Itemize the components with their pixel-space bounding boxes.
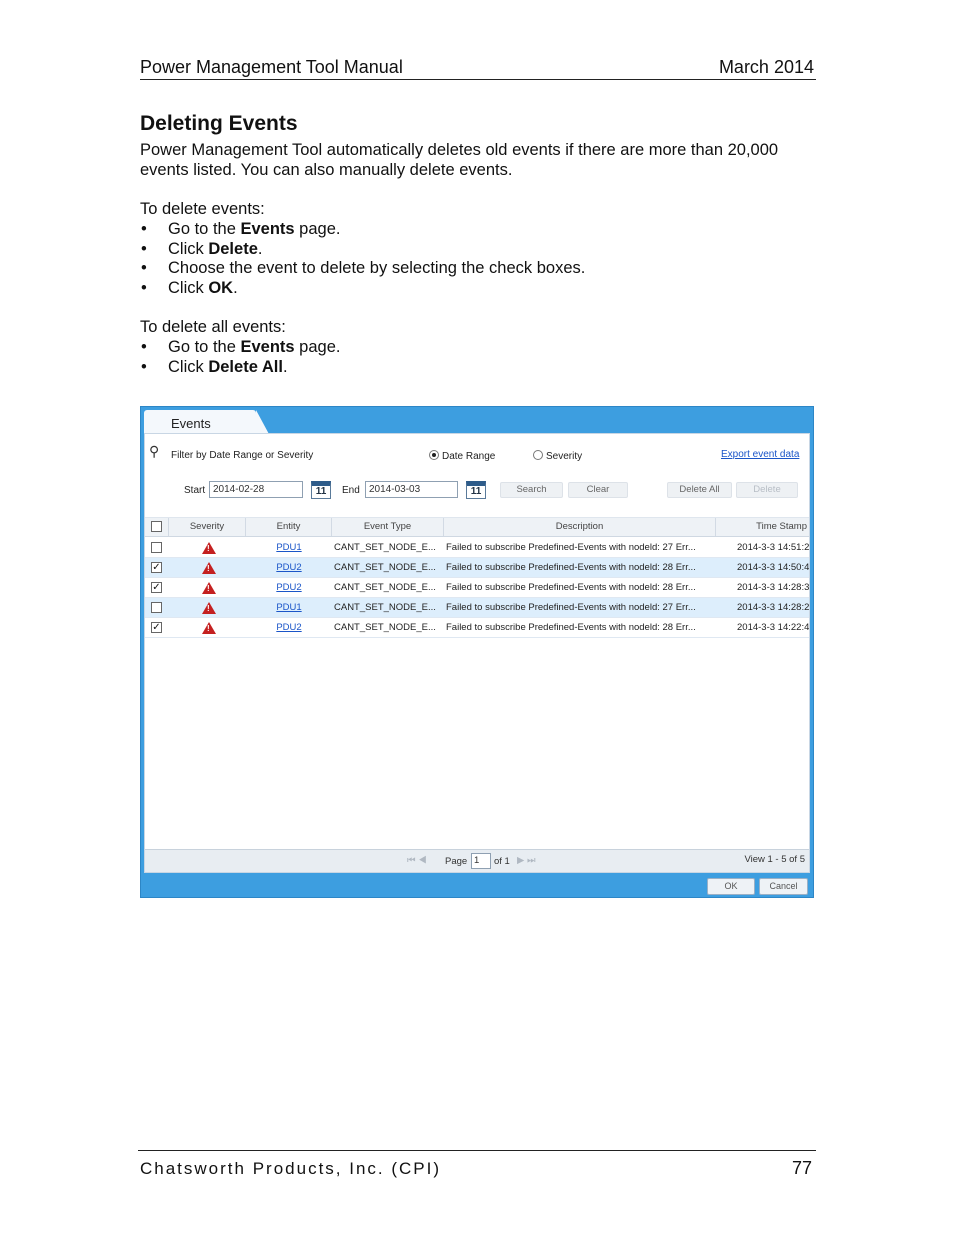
table-row[interactable]	[145, 558, 809, 578]
tab-events-label: Events	[171, 416, 211, 431]
start-date-input[interactable]: 2014-02-28	[209, 481, 303, 498]
page-label: Page	[445, 856, 468, 867]
col-time-stamp[interactable]: Time Stamp	[756, 521, 807, 532]
step-text: Choose the event to delete by selecting the check boxes.	[168, 259, 586, 278]
filter-bar	[145, 434, 809, 512]
col-event-type[interactable]: Event Type	[332, 518, 444, 536]
step-text: Go to the	[168, 219, 241, 238]
events-panel	[144, 433, 810, 873]
page-number: 77	[791, 1158, 812, 1178]
description-cell: Failed to subscribe Predefined-Events with nodeld: 27 Err...	[446, 542, 696, 553]
search-button[interactable]: Search	[500, 482, 563, 498]
step-text-end: page.	[294, 219, 341, 238]
table-row[interactable]	[145, 598, 809, 618]
step-text-end: .	[257, 239, 263, 258]
step-text: Click	[168, 278, 209, 297]
time-stamp-cell: 2014-3-3 14:22:4	[737, 622, 809, 633]
row-checkbox[interactable]	[151, 602, 162, 613]
severity-label: Severity	[546, 451, 583, 462]
end-date-input[interactable]: 2014-03-03	[365, 481, 458, 498]
step-ui-term: Events	[240, 338, 295, 356]
entity-cell[interactable]	[246, 618, 332, 637]
page-header	[140, 56, 816, 80]
severity-critical-icon: !	[202, 622, 216, 634]
severity-critical-icon: !	[202, 542, 216, 554]
step-text-end: page.	[294, 338, 341, 356]
step-ui-term: Delete	[208, 239, 258, 258]
step-item	[140, 240, 820, 260]
delete-all-button[interactable]: Delete All	[667, 482, 732, 498]
page-footer	[138, 1150, 816, 1178]
end-calendar-icon[interactable]: 11	[466, 481, 486, 499]
manual-date: March 2014	[718, 57, 814, 77]
entity-link[interactable]: PDU2	[276, 582, 302, 593]
search-icon: ⚲	[149, 443, 160, 459]
description-cell: Failed to subscribe Predefined-Events with nodeld: 28 Err...	[446, 622, 696, 633]
filter-label: Filter by Date Range or Severity	[171, 450, 314, 461]
time-stamp-cell: 2014-3-3 14:28:3	[737, 582, 809, 593]
end-label: End	[342, 485, 360, 496]
event-type-cell: CANT_SET_NODE_E...	[334, 582, 436, 593]
step-item	[140, 259, 820, 279]
step-item	[140, 358, 820, 378]
entity-link[interactable]: PDU1	[276, 602, 302, 613]
severity-critical-icon: !	[202, 582, 216, 594]
start-calendar-icon[interactable]: 11	[311, 481, 331, 499]
step-text-end: .	[233, 278, 238, 297]
delete-button[interactable]: Delete	[736, 482, 798, 498]
step-text: Click	[168, 239, 209, 258]
event-type-cell: CANT_SET_NODE_E...	[334, 602, 436, 613]
table-row[interactable]	[145, 578, 809, 598]
description-cell: Failed to subscribe Predefined-Events with nodeld: 27 Err...	[446, 602, 696, 613]
view-count: View 1 - 5 of 5	[744, 854, 805, 865]
table-row[interactable]	[145, 618, 809, 638]
pager-bar	[145, 849, 809, 872]
step-text: Click	[168, 357, 209, 376]
export-event-data-link[interactable]: Export event data	[721, 449, 800, 460]
delete-all-intro: To delete all events:	[140, 318, 286, 337]
step-text-end: .	[282, 357, 288, 376]
entity-cell[interactable]	[246, 538, 332, 557]
document-body	[140, 112, 820, 377]
date-range-radio[interactable]	[429, 450, 495, 462]
entity-link[interactable]: PDU1	[276, 542, 302, 553]
step-ui-term: OK	[208, 278, 234, 297]
step-text: Go to the	[168, 338, 241, 356]
manual-title: Power Management Tool Manual	[140, 57, 403, 77]
col-description[interactable]: Description	[444, 518, 716, 536]
select-all-checkbox[interactable]	[151, 521, 162, 532]
event-type-cell: CANT_SET_NODE_E...	[334, 542, 436, 553]
severity-critical-icon: !	[202, 602, 216, 614]
table-row[interactable]	[145, 538, 809, 558]
step-item	[140, 279, 820, 299]
radio-unselected-icon	[533, 450, 543, 460]
ok-button[interactable]: OK	[707, 878, 755, 895]
events-grid	[145, 510, 809, 849]
cancel-button[interactable]: Cancel	[759, 878, 808, 895]
time-stamp-cell: 2014-3-3 14:50:4	[737, 562, 809, 573]
step-ui-term: Delete All	[208, 357, 283, 376]
delete-all-steps-list	[140, 338, 820, 377]
grid-header	[145, 517, 809, 537]
row-checkbox[interactable]: ✓	[152, 622, 161, 633]
page-number-input[interactable]: 1	[471, 853, 491, 869]
entity-link[interactable]: PDU2	[276, 622, 302, 633]
col-severity[interactable]: Severity	[169, 518, 246, 536]
time-stamp-cell: 2014-3-3 14:28:2	[737, 602, 809, 613]
entity-cell[interactable]	[246, 578, 332, 597]
step-item	[140, 338, 820, 358]
delete-intro: To delete events:	[140, 200, 265, 219]
events-window-screenshot	[140, 406, 814, 898]
time-stamp-cell: 2014-3-3 14:51:2	[737, 542, 809, 553]
pager-first-prev-icons[interactable]: ⏮ ◀	[407, 855, 427, 866]
company-name: Chatsworth Products, Inc. (CPI)	[140, 1159, 442, 1178]
step-item	[140, 220, 820, 240]
intro-paragraph: Power Management Tool automatically deletes old events if there are more than 20,000 events listed. You can also manually delete events.	[140, 141, 779, 179]
row-checkbox[interactable]: ✓	[152, 562, 161, 573]
entity-cell[interactable]	[246, 598, 332, 617]
entity-link[interactable]: PDU2	[276, 562, 302, 573]
severity-radio[interactable]	[533, 450, 582, 462]
row-checkbox[interactable]: ✓	[152, 582, 161, 593]
page-of-label: of 1	[494, 856, 510, 867]
event-type-cell: CANT_SET_NODE_E...	[334, 562, 436, 573]
pager-next-last-icons[interactable]: ▶ ⏭	[517, 855, 536, 866]
section-heading: Deleting Events	[140, 112, 298, 135]
clear-button[interactable]: Clear	[568, 482, 628, 498]
row-checkbox[interactable]	[151, 542, 162, 553]
date-range-label: Date Range	[442, 451, 496, 462]
radio-selected-icon	[429, 450, 439, 460]
description-cell: Failed to subscribe Predefined-Events with nodeld: 28 Err...	[446, 562, 696, 573]
select-all-cell	[145, 518, 169, 536]
entity-cell[interactable]	[246, 558, 332, 577]
start-label: Start	[184, 485, 206, 496]
step-ui-term: Events	[240, 219, 295, 238]
event-type-cell: CANT_SET_NODE_E...	[334, 622, 436, 633]
severity-critical-icon: !	[202, 562, 216, 574]
description-cell: Failed to subscribe Predefined-Events with nodeld: 28 Err...	[446, 582, 696, 593]
delete-steps-list	[140, 220, 820, 299]
col-entity[interactable]: Entity	[246, 518, 332, 536]
